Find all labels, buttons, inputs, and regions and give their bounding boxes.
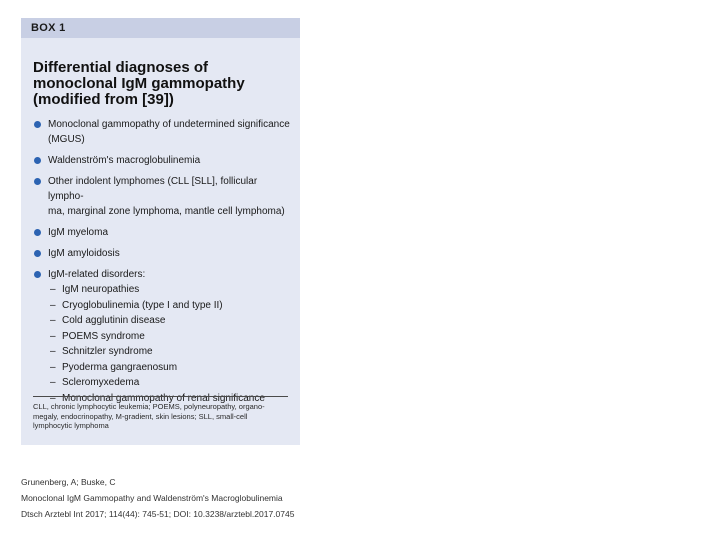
sub-list-item-text: Cryoglobulinemia (type I and type II) bbox=[62, 299, 223, 311]
sub-list-item bbox=[48, 329, 290, 345]
bullet-icon bbox=[34, 157, 41, 164]
list-item bbox=[34, 153, 290, 168]
list-item-text: Monoclonal gammopathy of undetermined significance (MGUS) bbox=[48, 119, 290, 145]
list-item-text: Waldenström's macroglobulinemia bbox=[48, 155, 201, 166]
dash-marker: – bbox=[50, 377, 56, 388]
citation-journal: Dtsch Arztebl Int 2017; 114(44): 745-51; DOI: 10.3238/arztebl.2017.0745 bbox=[21, 509, 295, 519]
list-item-text: IgM myeloma bbox=[48, 227, 109, 238]
footnote: CLL, chronic lymphocytic leukemia; POEMS, polyneuropathy, organo- megaly, endocrinopathy, M-gradient, skin lesions; SLL, small-cell lymphocytic lymphoma bbox=[33, 402, 265, 430]
diagnosis-list bbox=[21, 117, 300, 406]
citation-article: Monoclonal IgM Gammopathy and Waldenström's Macroglobulinemia bbox=[21, 493, 283, 503]
sub-list-item-text: Pyoderma gangraenosum bbox=[62, 361, 178, 373]
footnote-divider bbox=[33, 396, 288, 397]
sub-list-item-text: IgM neuropathies bbox=[62, 284, 140, 295]
sub-list-item bbox=[48, 298, 290, 314]
dash-marker: – bbox=[50, 284, 56, 295]
bullet-icon bbox=[34, 271, 41, 278]
sub-list-item bbox=[48, 375, 290, 391]
bullet-icon bbox=[34, 121, 41, 128]
bullet-icon bbox=[34, 178, 41, 185]
sub-list-item-text: Schnitzler syndrome bbox=[62, 346, 153, 357]
dash-marker: – bbox=[50, 392, 56, 404]
sub-list-item-text: Scleromyxedema bbox=[62, 377, 140, 388]
dash-marker: – bbox=[50, 361, 56, 373]
list-item bbox=[34, 267, 290, 406]
list-item-text: IgM amyloidosis bbox=[48, 248, 120, 259]
info-box bbox=[21, 18, 300, 445]
sub-list bbox=[48, 282, 290, 406]
sub-list-item-text: POEMS syndrome bbox=[62, 330, 145, 342]
list-item-text: Other indolent lymphomes (CLL [SLL], follicular lympho- ma, marginal zone lymphoma, mantle cell lymphoma) bbox=[48, 176, 285, 217]
sub-list-item bbox=[48, 313, 290, 329]
dash-marker: – bbox=[50, 315, 56, 326]
list-item bbox=[34, 246, 290, 261]
sub-list-item bbox=[48, 360, 290, 376]
dash-marker: – bbox=[50, 299, 56, 311]
list-item bbox=[34, 174, 290, 219]
dash-marker: – bbox=[50, 346, 56, 357]
dash-marker: – bbox=[50, 330, 56, 342]
citation-authors: Grunenberg, A; Buske, C bbox=[21, 477, 116, 487]
sub-list-item-text: Monoclonal gammopathy of renal significance bbox=[62, 392, 265, 404]
bullet-icon bbox=[34, 250, 41, 257]
list-item-text: IgM-related disorders: bbox=[48, 269, 146, 280]
sub-list-item-text: Cold agglutinin disease bbox=[62, 315, 166, 326]
citation bbox=[21, 474, 294, 522]
bullet-icon bbox=[34, 229, 41, 236]
sub-list-item bbox=[48, 344, 290, 360]
list-item bbox=[34, 225, 290, 240]
list-item bbox=[34, 117, 290, 147]
box-title: Differential diagnoses of monoclonal IgM gammopathy (modified from [39]) bbox=[33, 59, 245, 108]
box-label: BOX 1 bbox=[21, 18, 300, 38]
sub-list-item bbox=[48, 282, 290, 298]
